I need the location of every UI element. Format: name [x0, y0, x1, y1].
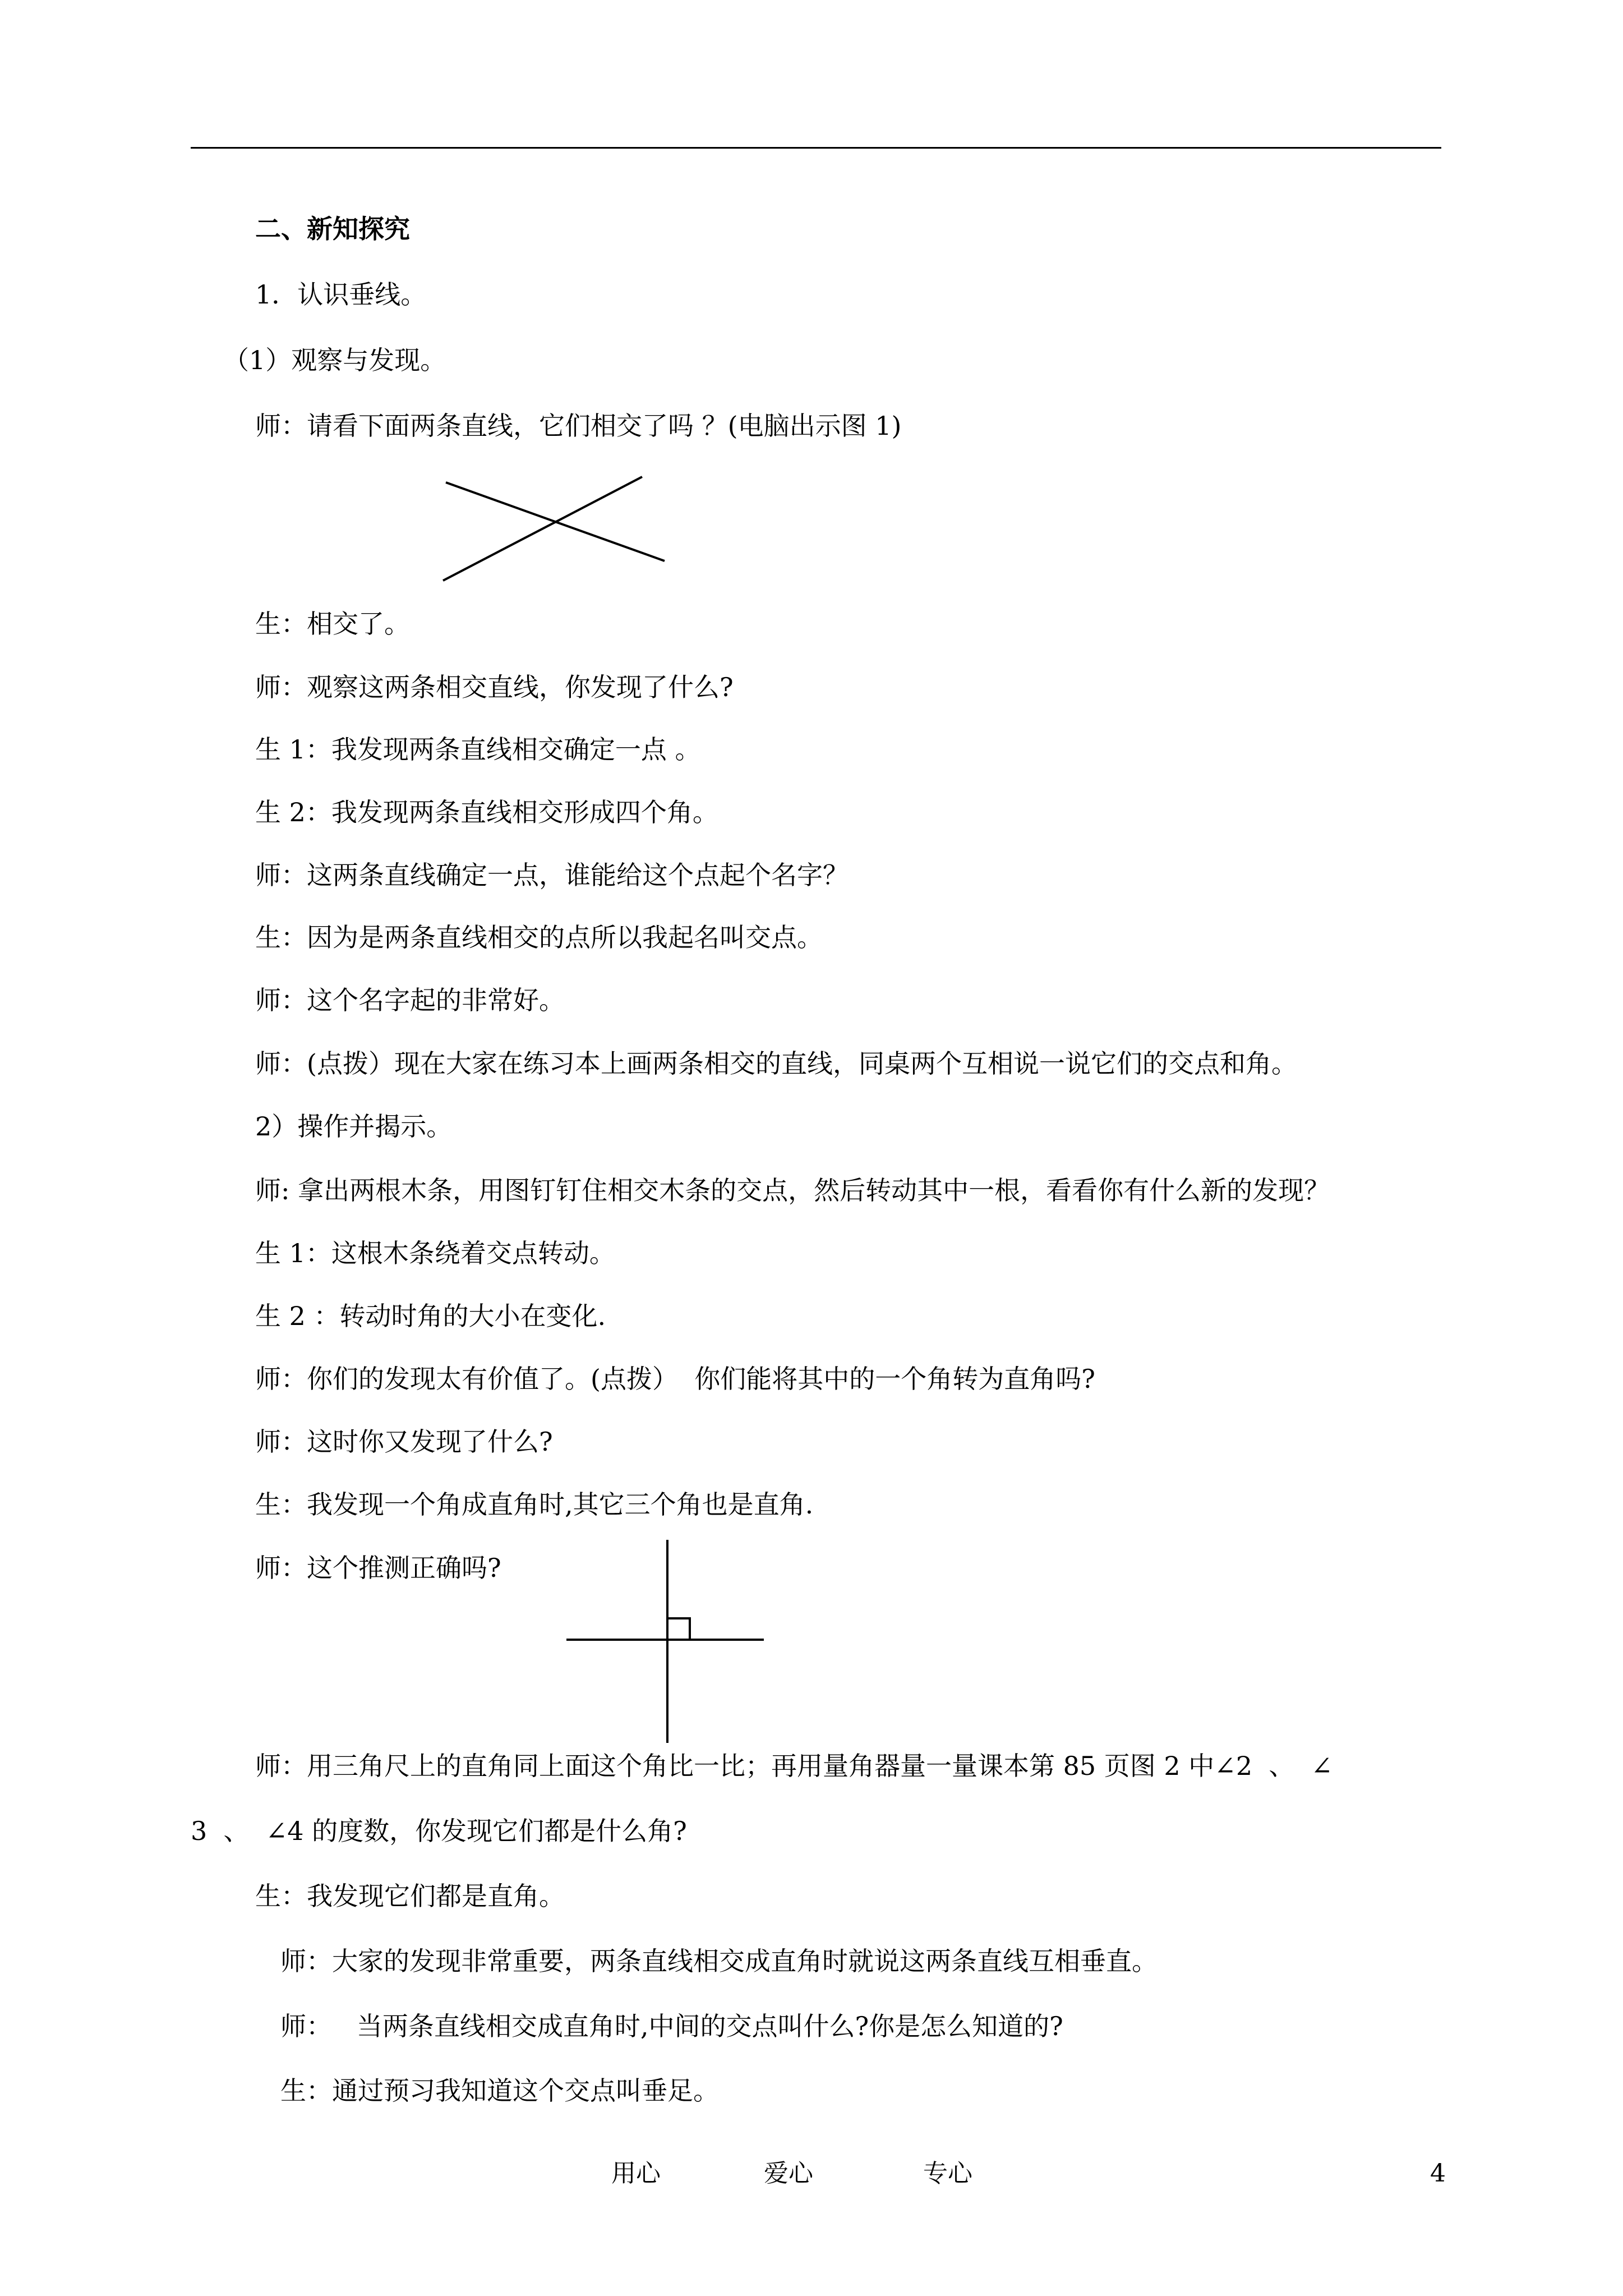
paragraph: 1．认识垂线。: [255, 279, 427, 310]
paragraph: 师：用三角尺上的直角同上面这个角比一比；再用量角器量一量课本第 85 页图 2 中∠2 、 ∠: [255, 1751, 1333, 1781]
paragraph: 师：这两条直线确定一点，谁能给这个点起个名字？: [255, 860, 849, 890]
paragraph: 生：相交了。: [255, 609, 410, 639]
footer-word: 专心: [923, 2159, 972, 2188]
section-heading: 二、新知探究: [255, 214, 410, 244]
paragraph: 生：因为是两条直线相交的点所以我起名叫交点。: [255, 922, 823, 953]
paragraph: 生 2：我发现两条直线相交形成四个角。: [255, 797, 718, 827]
paragraph: 3 、 ∠4 的度数，你发现它们都是什么角?: [191, 1816, 687, 1846]
paragraph: 生 2 ：转动时角的大小在变化.: [255, 1301, 606, 1331]
paragraph: 2）操作并揭示。: [255, 1111, 453, 1142]
paragraph: 生：我发现一个角成直角时,其它三个角也是直角.: [255, 1489, 814, 1520]
paragraph: 师：这个名字起的非常好。: [255, 985, 565, 1015]
paragraph: 师： 当两条直线相交成直角时,中间的交点叫什么?你是怎么知道的?: [280, 2011, 1063, 2041]
paragraph: 师：这个推测正确吗?: [255, 1553, 501, 1583]
perpendicular-lines-figure: [561, 1540, 768, 1745]
paragraph: 师：这时你又发现了什么?: [255, 1427, 553, 1457]
paragraph: 师: 拿出两根木条，用图钉钉住相交木条的交点，然后转动其中一根，看看你有什么新的发现？: [255, 1175, 1330, 1205]
paragraph: 生：通过预习我知道这个交点叫垂足。: [280, 2076, 719, 2106]
paragraph: 生 1：这根木条绕着交点转动。: [255, 1238, 615, 1268]
page-number: 4: [1430, 2159, 1446, 2188]
intersecting-lines-figure: [432, 471, 679, 589]
paragraph: 师：请看下面两条直线，它们相交了吗 ？(电脑出示图 1): [255, 411, 902, 441]
paragraph: 师：大家的发现非常重要，两条直线相交成直角时就说这两条直线互相垂直。: [280, 1946, 1158, 1976]
paragraph: （1）观察与发现。: [223, 345, 446, 375]
footer-word: 用心: [611, 2159, 661, 2188]
paragraph: 师：观察这两条相交直线，你发现了什么?: [255, 672, 734, 702]
paragraph: 师：你们的发现太有价值了。(点拨） 你们能将其中的一个角转为直角吗?: [255, 1364, 1095, 1394]
header-rule: [191, 147, 1441, 149]
paragraph: 生 1：我发现两条直线相交确定一点 。: [255, 734, 701, 765]
paragraph: 师：(点拨）现在大家在练习本上画两条相交的直线，同桌两个互相说一说它们的交点和角。: [255, 1048, 1297, 1079]
paragraph: 生：我发现它们都是直角。: [255, 1881, 565, 1911]
footer-word: 爱心: [764, 2159, 813, 2188]
